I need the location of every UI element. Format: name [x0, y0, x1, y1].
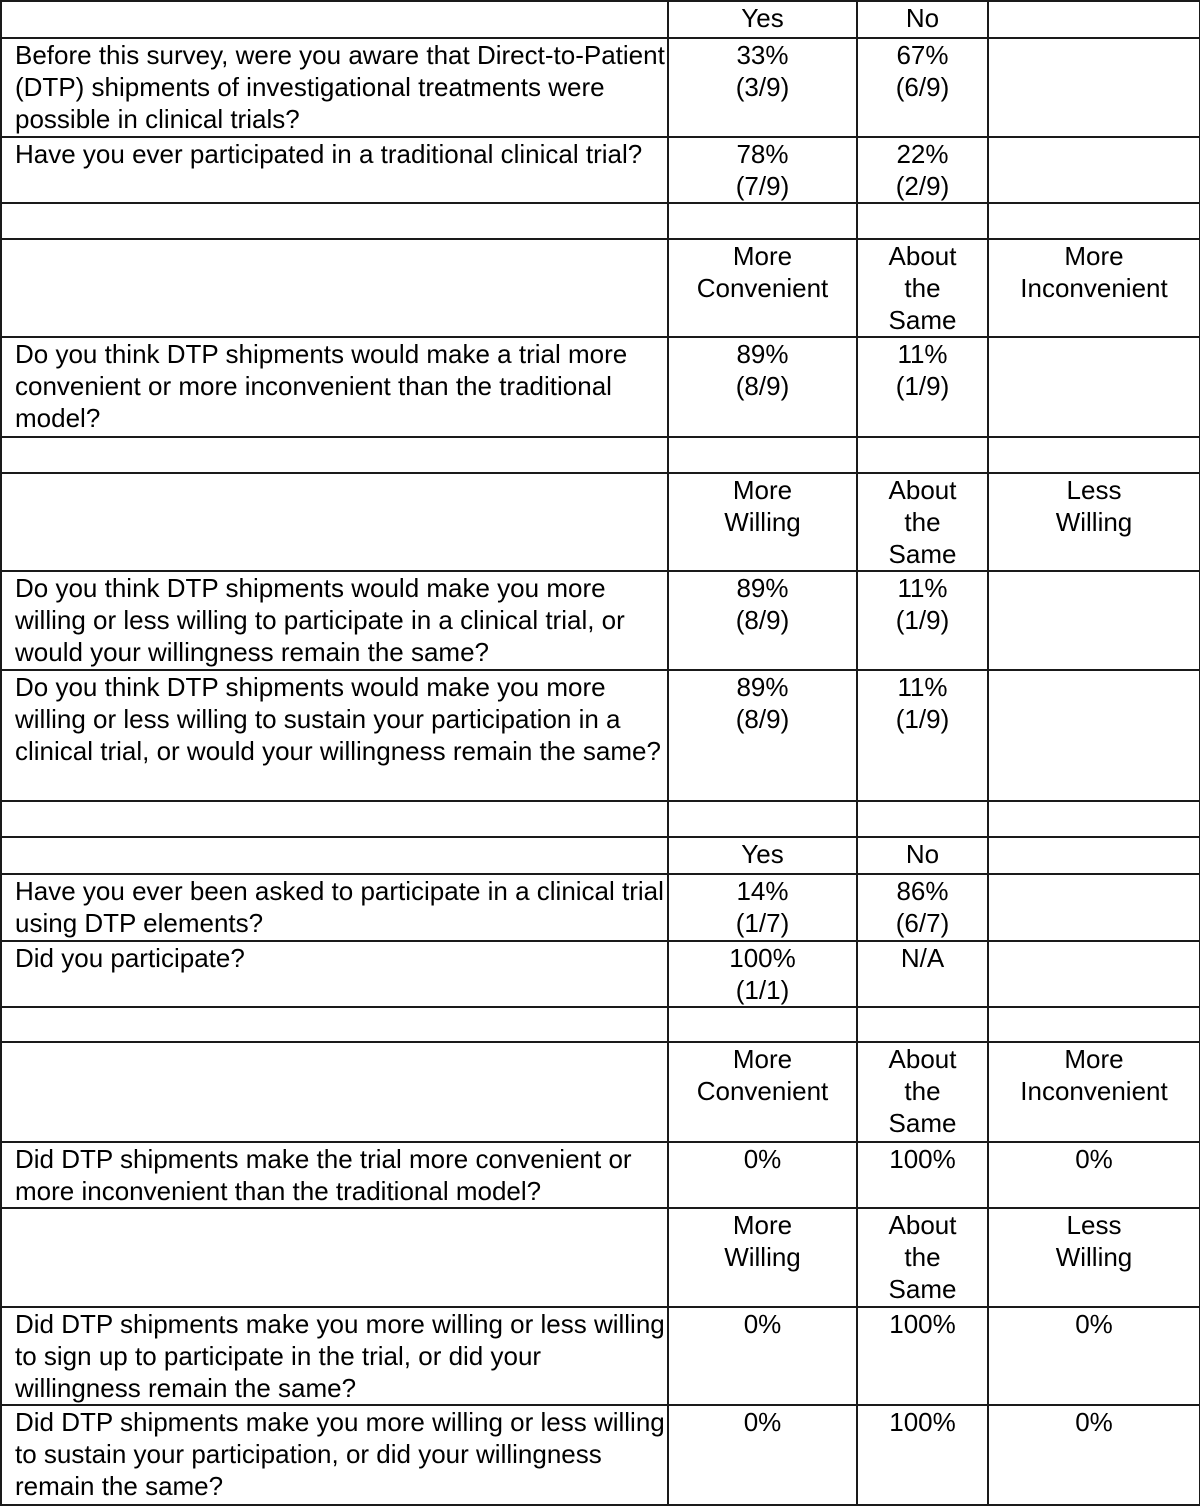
- question-row: [1, 1405, 1200, 1505]
- column-header-option-2: [857, 1042, 988, 1142]
- empty-cell: [857, 203, 988, 239]
- column-header-text: Same: [888, 1274, 957, 1304]
- question-cell: Have you ever participated in a traditional clinical trial?: [1, 137, 668, 203]
- column-header-option-1: [668, 1042, 857, 1142]
- column-header-text: Convenient: [696, 273, 829, 303]
- column-header-option-1: [668, 473, 857, 571]
- column-header-text: Willing: [724, 1242, 801, 1272]
- question-cell: Did DTP shipments make you more willing or less willing to sign up to participate in the trial, or did your willingness remain the same?: [1, 1307, 668, 1405]
- column-header-option-3: [988, 1042, 1200, 1142]
- empty-cell: [988, 437, 1200, 473]
- question-cell: Did DTP shipments make the trial more convenient or more inconvenient than the traditional model?: [1, 1142, 668, 1208]
- empty-cell: [1, 1042, 668, 1142]
- response-cell-option-2: [857, 137, 988, 203]
- response-cell-option-1: [668, 941, 857, 1007]
- question-cell: Do you think DTP shipments would make you more willing or less willing to participate in a clinical trial, or would your willingness remain the same?: [1, 571, 668, 670]
- column-header-option-1: [668, 837, 857, 874]
- column-header-text: the: [904, 507, 941, 537]
- spacer-row: [1, 801, 1200, 837]
- column-header-text: About: [888, 1210, 957, 1240]
- column-header-option-3: [988, 1208, 1200, 1307]
- empty-cell: [1, 837, 668, 874]
- question-cell: Do you think DTP shipments would make you more willing or less willing to sustain your participation in a clinical trial, or would your willingness remain the same?: [1, 670, 668, 801]
- spacer-row: [1, 437, 1200, 473]
- column-header-text: Convenient: [696, 1076, 829, 1106]
- empty-cell: [988, 203, 1200, 239]
- question-row: [1, 137, 1200, 203]
- question-cell: Have you ever been asked to participate in a clinical trial using DTP elements?: [1, 874, 668, 941]
- column-header-text: Inconvenient: [1020, 273, 1168, 303]
- header-row: [1, 1208, 1200, 1307]
- column-header-text: More: [732, 1044, 793, 1074]
- empty-cell: [1, 1208, 668, 1307]
- response-percent: 100%: [889, 1407, 956, 1437]
- question-cell: Do you think DTP shipments would make a trial more convenient or more inconvenient than the traditional model?: [1, 337, 668, 437]
- response-percent: 11%: [897, 573, 948, 603]
- column-header-option-2: [857, 1, 988, 38]
- column-header-option-3: [988, 473, 1200, 571]
- empty-cell: [857, 801, 988, 837]
- column-header-text: Willing: [724, 507, 801, 537]
- header-row: [1, 239, 1200, 337]
- response-cell-option-1: [668, 571, 857, 670]
- response-percent: 0%: [1075, 1309, 1113, 1339]
- response-cell-option-2: [857, 571, 988, 670]
- column-header-option-2: [857, 239, 988, 337]
- response-cell-option-3: [988, 1307, 1200, 1405]
- response-cell-option-1: [668, 38, 857, 137]
- column-header-text: Yes: [741, 839, 784, 869]
- empty-cell: [1, 1007, 668, 1042]
- response-cell-option-3: [988, 1142, 1200, 1208]
- response-count: (1/9): [895, 371, 950, 401]
- spacer-row: [1, 203, 1200, 239]
- column-header-text: Same: [888, 1108, 957, 1138]
- empty-cell: [668, 203, 857, 239]
- question-row: [1, 670, 1200, 801]
- response-percent: 0%: [743, 1407, 782, 1437]
- column-header-option-3: [988, 239, 1200, 337]
- response-percent: 0%: [743, 1309, 782, 1339]
- column-header-text: More: [1064, 1044, 1124, 1074]
- empty-cell: [857, 437, 988, 473]
- column-header-text: About: [888, 475, 957, 505]
- response-cell-option-2: [857, 874, 988, 941]
- response-percent: 100%: [889, 1309, 956, 1339]
- response-cell-option-3: [988, 941, 1200, 1007]
- response-cell-option-3: [988, 1405, 1200, 1505]
- column-header-text: Willing: [1055, 507, 1133, 537]
- column-header-option-2: [857, 473, 988, 571]
- response-percent: 78%: [736, 139, 789, 169]
- column-header-option-3: [988, 837, 1200, 874]
- response-percent: 86%: [896, 876, 949, 906]
- response-cell-option-3: [988, 337, 1200, 437]
- column-header-text: More: [732, 475, 793, 505]
- question-row: [1, 874, 1200, 941]
- empty-cell: [988, 1007, 1200, 1042]
- response-percent: 89%: [736, 339, 789, 369]
- question-row: [1, 1142, 1200, 1208]
- response-count: (8/9): [735, 371, 790, 401]
- column-header-text: Yes: [741, 3, 784, 33]
- header-row: [1, 837, 1200, 874]
- response-count: (1/9): [895, 605, 950, 635]
- column-header-text: More: [732, 1210, 793, 1240]
- response-cell-option-2: [857, 670, 988, 801]
- column-header-option-2: [857, 837, 988, 874]
- column-header-text: About: [888, 241, 957, 271]
- question-cell: Did DTP shipments make you more willing or less willing to sustain your participation, or did your willingness remain the same?: [1, 1405, 668, 1505]
- response-percent: 0%: [1075, 1407, 1113, 1437]
- question-row: [1, 1307, 1200, 1405]
- response-percent: 0%: [743, 1144, 782, 1174]
- column-header-option-1: [668, 1208, 857, 1307]
- empty-cell: [668, 437, 857, 473]
- response-percent: 100%: [729, 943, 796, 973]
- response-cell-option-2: [857, 1405, 988, 1505]
- header-row: [1, 1042, 1200, 1142]
- question-row: [1, 337, 1200, 437]
- response-count: (3/9): [735, 72, 790, 102]
- column-header-text: Same: [888, 539, 957, 569]
- response-cell-option-1: [668, 1307, 857, 1405]
- response-count: (8/9): [735, 704, 790, 734]
- column-header-text: About: [888, 1044, 957, 1074]
- response-percent: 89%: [736, 672, 789, 702]
- response-count: (7/9): [735, 171, 790, 201]
- response-count: (1/1): [735, 975, 790, 1005]
- empty-cell: [988, 801, 1200, 837]
- question-row: [1, 38, 1200, 137]
- response-cell-option-1: [668, 670, 857, 801]
- column-header-text: Inconvenient: [1020, 1076, 1168, 1106]
- question-row: [1, 571, 1200, 670]
- response-cell-option-1: [668, 1142, 857, 1208]
- column-header-text: Same: [888, 305, 957, 335]
- empty-cell: [1, 801, 668, 837]
- column-header-text: the: [904, 273, 941, 303]
- response-percent: 11%: [897, 339, 948, 369]
- response-count: (6/7): [895, 908, 950, 938]
- column-header-option-1: [668, 1, 857, 38]
- column-header-text: More: [732, 241, 793, 271]
- response-cell-option-3: [988, 874, 1200, 941]
- column-header-text: No: [905, 3, 940, 33]
- response-percent: 89%: [736, 573, 789, 603]
- header-row: [1, 473, 1200, 571]
- column-header-text: Less: [1066, 475, 1122, 505]
- response-cell-option-3: [988, 38, 1200, 137]
- empty-cell: [1, 473, 668, 571]
- response-percent: 11%: [897, 672, 948, 702]
- empty-cell: [1, 239, 668, 337]
- response-percent: 22%: [896, 139, 949, 169]
- empty-cell: [1, 437, 668, 473]
- response-count: (6/9): [895, 72, 950, 102]
- column-header-text: the: [904, 1242, 941, 1272]
- response-cell-option-1: [668, 137, 857, 203]
- column-header-text: Less: [1066, 1210, 1122, 1240]
- header-row: [1, 1, 1200, 38]
- response-cell-option-3: [988, 137, 1200, 203]
- question-cell: Before this survey, were you aware that Direct-to-Patient (DTP) shipments of investigational treatments were possible in clinical trials?: [1, 38, 668, 137]
- column-header-option-1: [668, 239, 857, 337]
- response-cell-option-2: [857, 941, 988, 1007]
- question-cell: Did you participate?: [1, 941, 668, 1007]
- response-cell-option-3: [988, 670, 1200, 801]
- response-percent: N/A: [900, 943, 945, 973]
- question-row: [1, 941, 1200, 1007]
- response-cell-option-1: [668, 337, 857, 437]
- survey-table-body: [1, 1, 1200, 1505]
- response-percent: 33%: [736, 40, 789, 70]
- empty-cell: [1, 203, 668, 239]
- empty-cell: [1, 1, 668, 38]
- response-cell-option-2: [857, 337, 988, 437]
- response-count: (1/9): [895, 704, 950, 734]
- response-count: (1/7): [735, 908, 790, 938]
- column-header-text: Willing: [1055, 1242, 1133, 1272]
- column-header-text: More: [1064, 241, 1124, 271]
- response-percent: 100%: [889, 1144, 956, 1174]
- response-percent: 67%: [896, 40, 949, 70]
- response-percent: 0%: [1075, 1144, 1113, 1174]
- column-header-text: the: [904, 1076, 941, 1106]
- response-cell-option-2: [857, 38, 988, 137]
- column-header-option-3: [988, 1, 1200, 38]
- response-cell-option-3: [988, 571, 1200, 670]
- response-cell-option-1: [668, 874, 857, 941]
- response-cell-option-2: [857, 1307, 988, 1405]
- empty-cell: [857, 1007, 988, 1042]
- empty-cell: [668, 801, 857, 837]
- response-cell-option-1: [668, 1405, 857, 1505]
- column-header-option-2: [857, 1208, 988, 1307]
- empty-cell: [668, 1007, 857, 1042]
- column-header-text: No: [905, 839, 940, 869]
- response-cell-option-2: [857, 1142, 988, 1208]
- response-count: (8/9): [735, 605, 790, 635]
- response-percent: 14%: [736, 876, 789, 906]
- spacer-row: [1, 1007, 1200, 1042]
- response-count: (2/9): [895, 171, 950, 201]
